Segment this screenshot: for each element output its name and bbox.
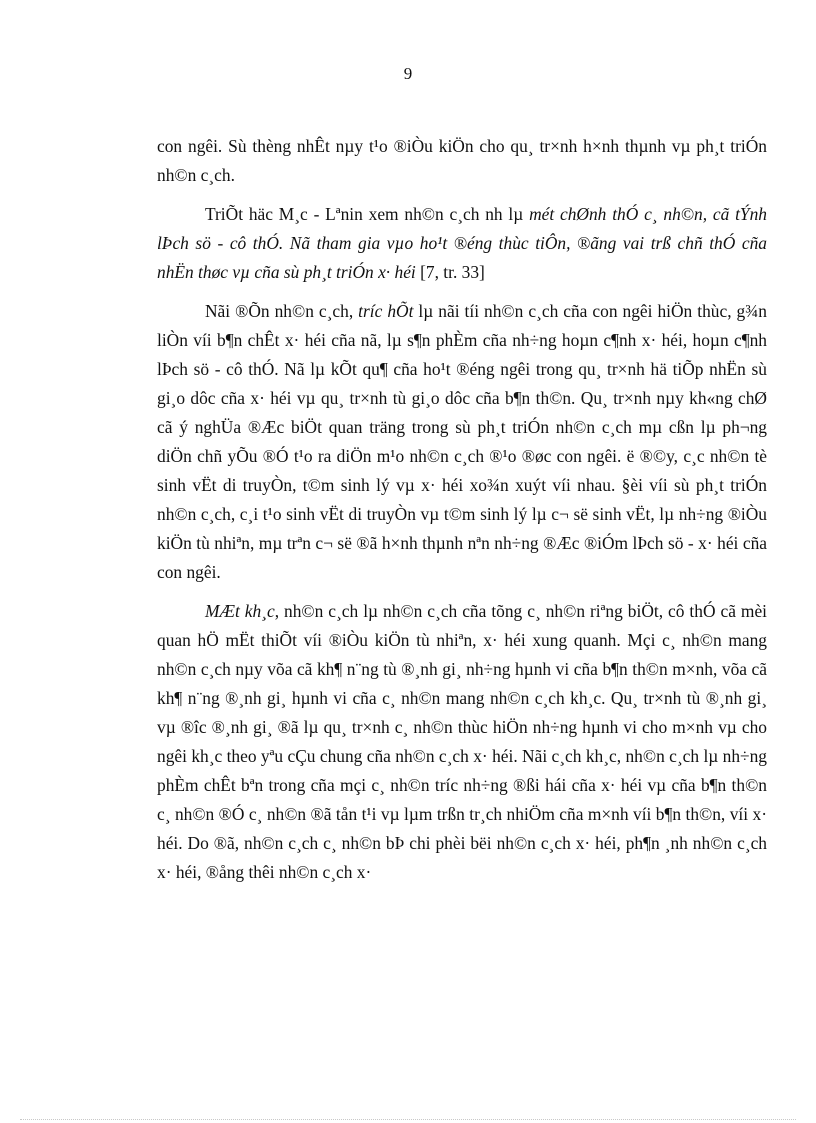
paragraph-1-text: con ngêi. Sù thèng nhÊt nµy t¹o ®iÒu kiÖn cho qu¸ tr×nh h×nh thµnh vµ ph¸t triÓn nh©n c¸ch. [157,136,767,185]
paragraph-3-text-a: Nãi ®Õn nh©n c¸ch, [205,301,359,321]
page-number: 9 [403,64,413,83]
body-text [157,132,767,897]
paragraph-3-italic: tríc hÕt [358,301,414,321]
paragraph-3 [157,297,767,587]
page-bottom-rule [20,1119,796,1120]
paragraph-3-text-b: lµ nãi tíi nh©n c¸ch cña con ngêi hiÖn thùc, g¾n liÒn víi b¶n chÊt x· héi cña nã, lµ s¶n phÈm cña nh÷ng hoµn c¶nh x· héi, hoµn c¶nh lÞch sö - cô thÓ. Nã lµ kÕt qu¶ cña ho¹t ®éng ngêi trong qu¸ tr×nh hä tiÕp nhËn sù gi¸o dôc cña x· héi vµ qu¸ tr×nh tù gi¸o dôc cña b¶n th©n. Qu¸ tr×nh nµy kh«ng chØ cã ý nghÜa ®Æc biÖt quan träng trong sù ph¸t triÓn nh©n c¸ch mµ cßn lµ ph¬ng diÖn chñ yÕu ®Ó t¹o ra diÖn m¹o nh©n c¸ch ®¹o ®øc con ngêi. ë ®©y, c¸c nh©n tè sinh vËt di truyÒn, t©m sinh lý vµ x· héi xo¾n xuýt víi nhau. §èi víi sù ph¸t triÓn nh©n c¸ch, c¸i t¹o sinh vËt di truyÒn vµ t©m sinh lý lµ c¬ së sinh vËt, lµ nh÷ng ®iÒu kiÖn tù nhiªn, mµ trªn c¬ së ®ã h×nh thµnh nªn nh÷ng ®Æc ®iÓm lÞch sö - x· héi cña con ngêi. [157,301,767,582]
paragraph-4-text: , nh©n c¸ch lµ nh©n c¸ch cña tõng c¸ nh©n riªng biÖt, cô thÓ cã mèi quan hÖ mËt thiÕt víi ®iÒu kiÖn tù nhiªn, x· héi xung quanh. Mçi c¸ nh©n mang nh©n c¸ch nµy võa cã kh¶ n¨ng tù ®¸nh gi¸ nh÷ng hµnh vi cña b¶n th©n m×nh, võa cã kh¶ n¨ng ®¸nh gi¸ hµnh vi cña c¸ nh©n mang nh©n c¸ch kh¸c. Qu¸ tr×nh tù ®¸nh gi¸ vµ ®îc ®¸nh gi¸ ®ã lµ qu¸ tr×nh c¸ nh©n thùc hiÖn nh÷ng hµnh vi cho m×nh vµ cho ngêi kh¸c theo yªu cÇu chung cña nh©n c¸ch x· héi. Nãi c¸ch kh¸c, nh©n c¸ch lµ nh÷ng phÈm chÊt bªn trong cña mçi c¸ nh©n tríc nh÷ng ®ßi hái cña x· héi vµ cña b¶n th©n c¸ nh©n ®Ó c¸ nh©n ®ã tån t¹i vµ lµm trßn tr¸ch nhiÖm cña m×nh víi b¶n th©n, víi x· héi. Do ®ã, nh©n c¸ch c¸ nh©n bÞ chi phèi bëi nh©n c¸ch x· héi, ph¶n ¸nh nh©n c¸ch x· héi, ®ång thêi nh©n c¸ch x· [157,601,767,882]
paragraph-2-citation: [7, tr. 33] [415,262,485,282]
paragraph-1 [157,132,767,190]
paragraph-4 [157,597,767,887]
paragraph-4-italic: MÆt kh¸c [205,601,275,621]
paragraph-2-italic: mét chØnh thÓ c¸ nh©n, cã tÝnh lÞch sö - cô thÓ. Nã tham gia vµo ho¹t ®éng thùc tiÔn, ®ãng vai trß chñ thÓ cña nhËn thøc vµ cña sù ph¸t triÓn x· héi [157,204,767,282]
paragraph-2-text-a: TriÕt häc M¸c - Lªnin xem nh©n c¸ch nh lµ [205,204,530,224]
paragraph-2 [157,200,767,287]
